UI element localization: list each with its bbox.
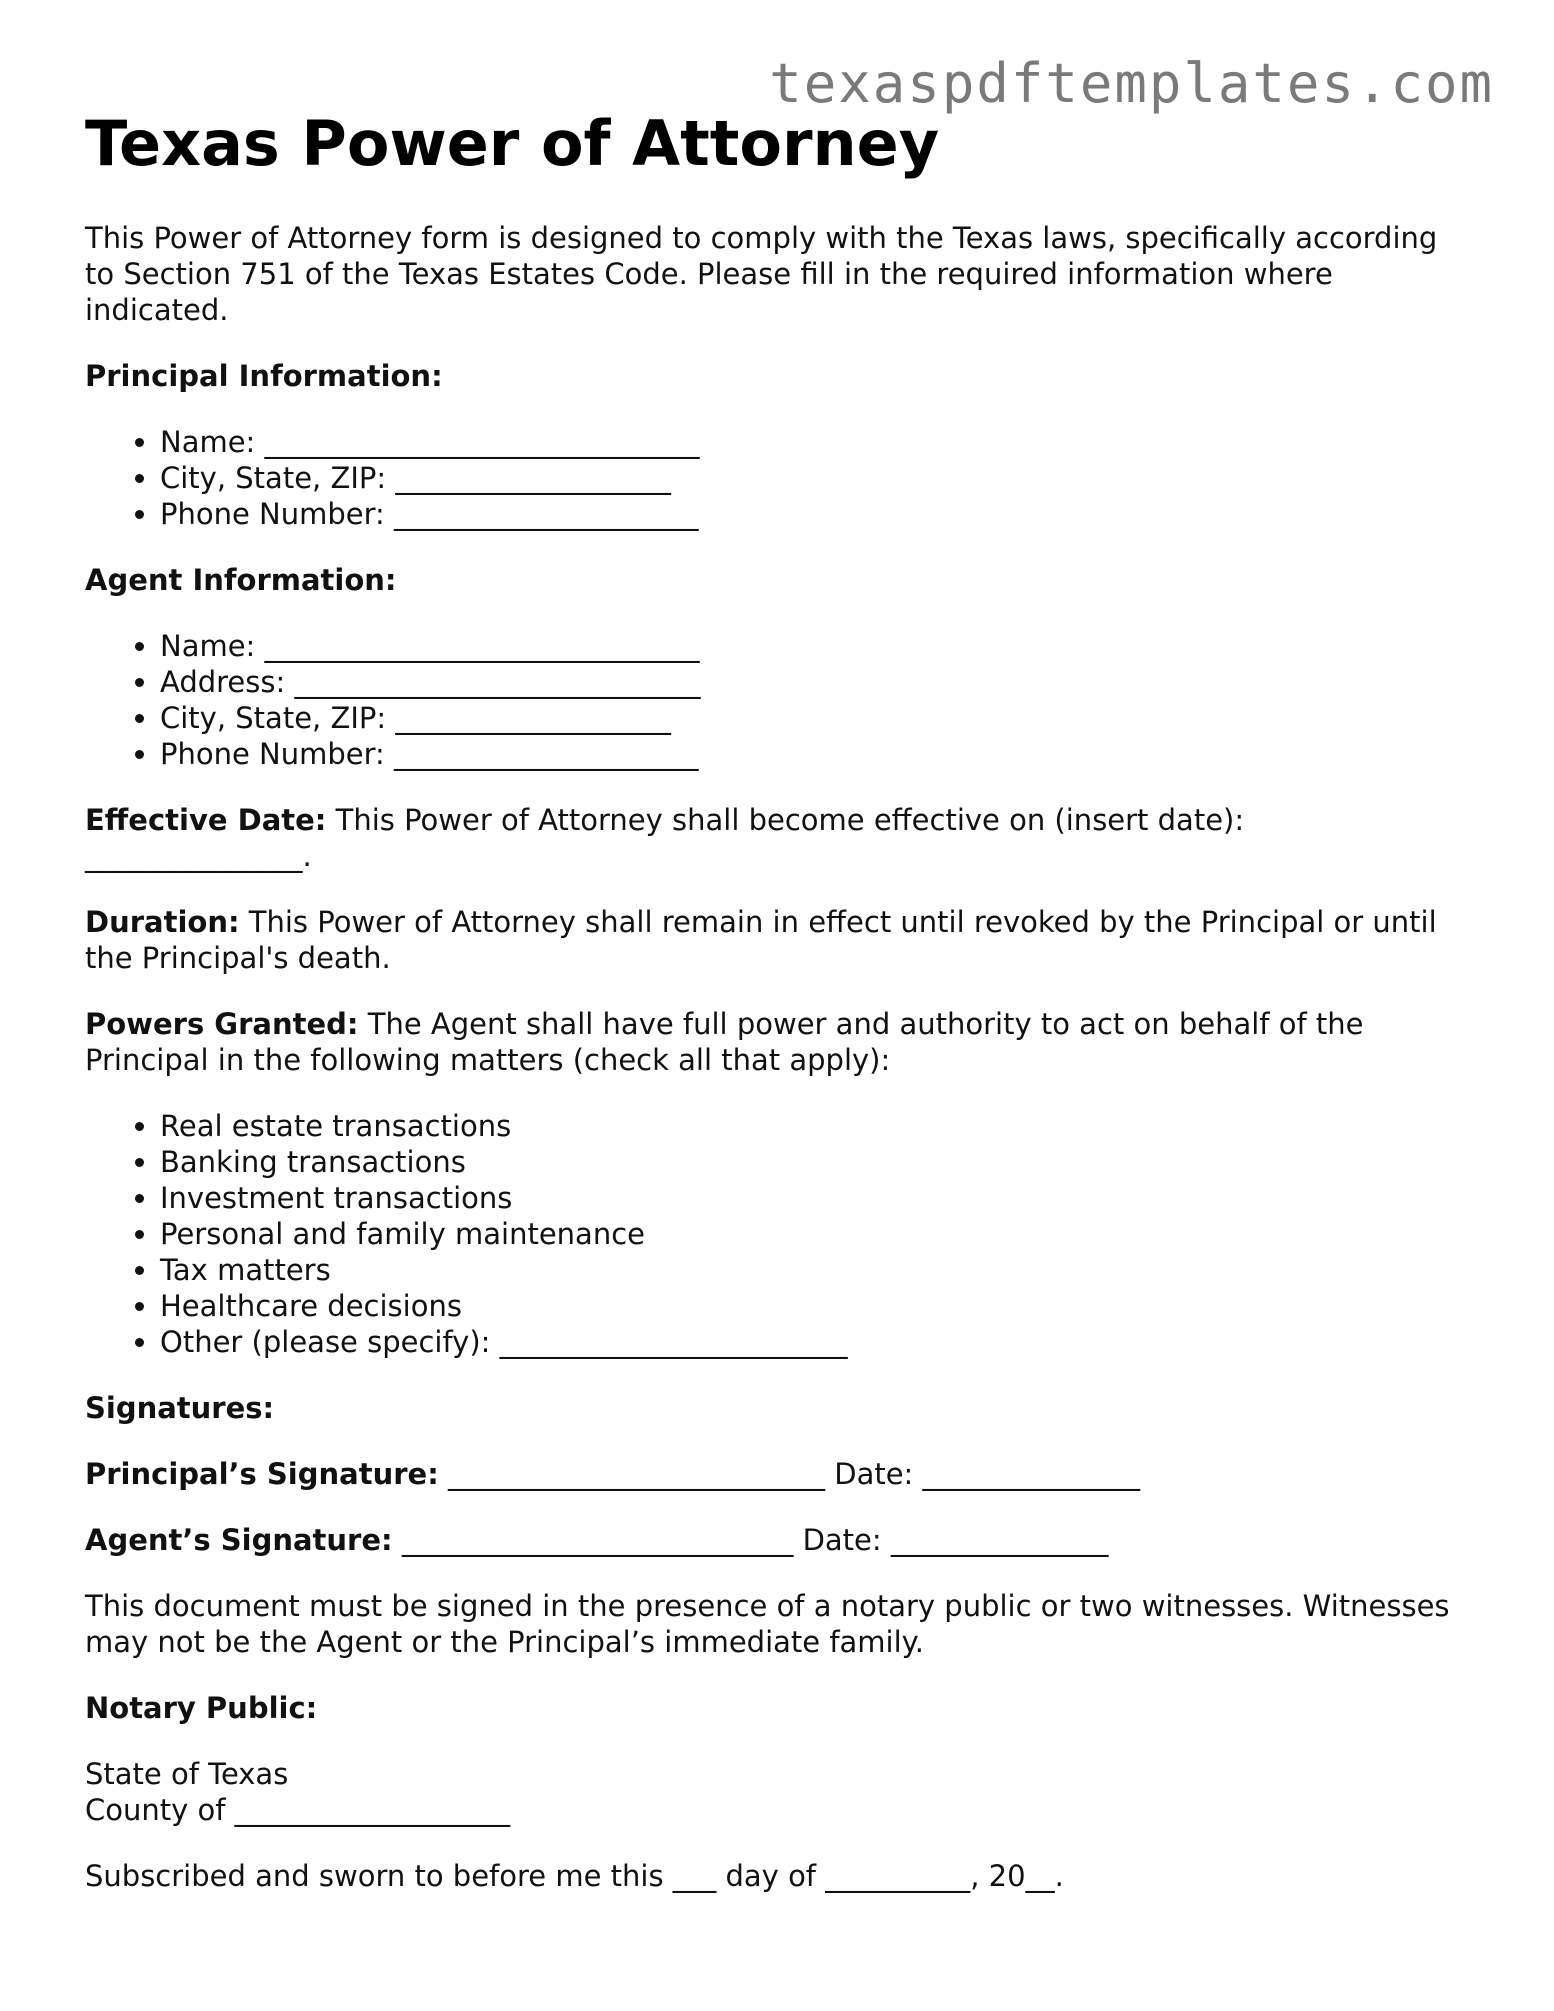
intro-paragraph: This Power of Attorney form is designed to comply with the Texas laws, specifically according to Section 751 of the Texas Estates Code. Please fill in the required information where indicated. xyxy=(85,221,1438,327)
agent-address-field[interactable]: • Address: ____________________________ xyxy=(160,664,1475,700)
duration-paragraph xyxy=(85,904,1475,976)
powers-label: Powers Granted: xyxy=(85,1007,359,1041)
power-investment[interactable]: • Investment transactions xyxy=(160,1180,1475,1216)
document-page xyxy=(85,108,1475,1924)
agent-info-list xyxy=(85,628,1475,772)
agent-heading: Agent Information: xyxy=(85,563,397,597)
principal-signature-row xyxy=(85,1456,1475,1492)
notary-venue xyxy=(85,1756,1475,1828)
power-tax[interactable]: • Tax matters xyxy=(160,1252,1475,1288)
agent-phone-field[interactable]: • Phone Number: _____________________ xyxy=(160,736,1475,772)
document-title: Texas Power of Attorney xyxy=(85,107,940,180)
effective-date-label: Effective Date: xyxy=(85,803,327,837)
agent-signature-row xyxy=(85,1522,1475,1558)
principal-heading: Principal Information: xyxy=(85,359,443,393)
notary-heading: Notary Public: xyxy=(85,1691,318,1725)
powers-list xyxy=(85,1108,1475,1360)
agent-city-state-zip-field[interactable]: • City, State, ZIP: ___________________ xyxy=(160,700,1475,736)
effective-date-text[interactable]: This Power of Attorney shall become effective on (insert date): _______________. xyxy=(85,803,1245,873)
agent-name-field[interactable]: • Name: ______________________________ xyxy=(160,628,1475,664)
principal-name-field[interactable]: • Name: ______________________________ xyxy=(160,424,1475,460)
power-other-field[interactable]: • Other (please specify): ________________________ xyxy=(160,1324,1475,1360)
principal-signature-label: Principal’s Signature: xyxy=(85,1457,439,1491)
duration-label: Duration: xyxy=(85,905,240,939)
signatures-heading: Signatures: xyxy=(85,1391,275,1425)
principal-phone-field[interactable]: • Phone Number: _____________________ xyxy=(160,496,1475,532)
powers-paragraph xyxy=(85,1006,1475,1078)
principal-city-state-zip-field[interactable]: • City, State, ZIP: ___________________ xyxy=(160,460,1475,496)
principal-info-list xyxy=(85,424,1475,532)
notary-sworn-statement[interactable]: Subscribed and sworn to before me this ___ day of __________, 20__. xyxy=(85,1859,1064,1893)
principal-signature-field[interactable]: __________________________ Date: _______________ xyxy=(438,1457,1141,1491)
site-watermark: texaspdftemplates.com xyxy=(769,52,1494,115)
powers-text: The Agent shall have full power and authority to act on behalf of the Principal in the following matters (check all that apply): xyxy=(85,1007,1364,1077)
power-banking[interactable]: • Banking transactions xyxy=(160,1144,1475,1180)
agent-signature-label: Agent’s Signature: xyxy=(85,1523,393,1557)
power-real-estate[interactable]: • Real estate transactions xyxy=(160,1108,1475,1144)
power-healthcare[interactable]: • Healthcare decisions xyxy=(160,1288,1475,1324)
duration-text: This Power of Attorney shall remain in effect until revoked by the Principal or until the Principal's death. xyxy=(85,905,1437,975)
notary-county-field[interactable]: County of ___________________ xyxy=(85,1793,511,1827)
power-family-maintenance[interactable]: • Personal and family maintenance xyxy=(160,1216,1475,1252)
effective-date-paragraph xyxy=(85,802,1475,874)
agent-signature-field[interactable]: ___________________________ Date: _______________ xyxy=(392,1523,1109,1557)
witness-note: This document must be signed in the presence of a notary public or two witnesses. Witnesses may not be the Agent or the Principal’s immediate family. xyxy=(85,1589,1450,1659)
notary-state: State of Texas xyxy=(85,1757,289,1791)
